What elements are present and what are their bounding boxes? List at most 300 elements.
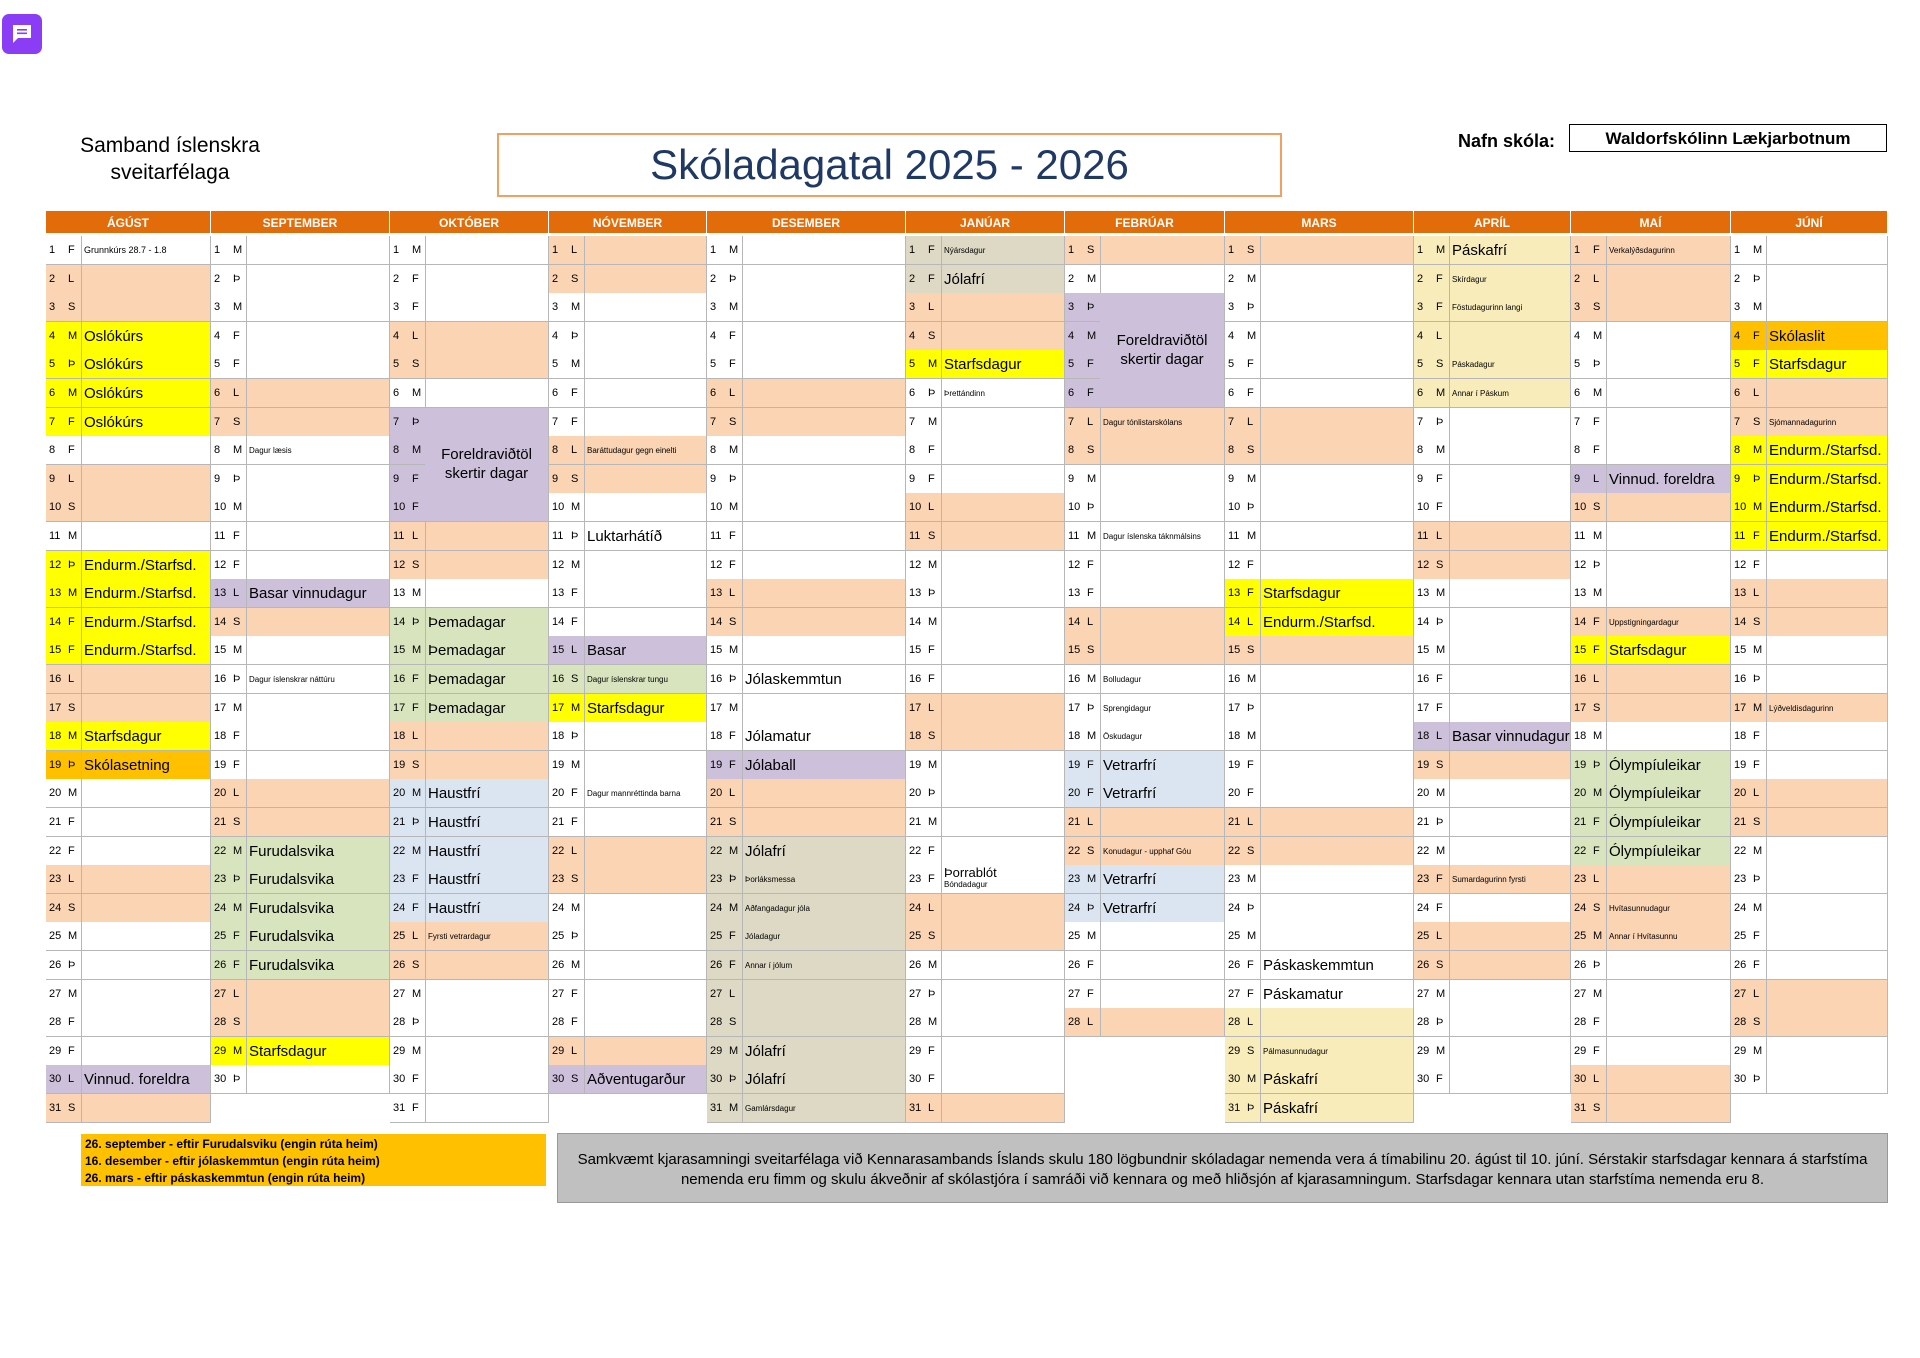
- day-row: [1414, 894, 1571, 923]
- day-row: [211, 436, 390, 465]
- day-event: [425, 1008, 549, 1036]
- day-row: [707, 894, 906, 923]
- day-event: [584, 751, 707, 779]
- weekday-letter: M: [729, 1044, 739, 1057]
- weekday-letter: S: [1593, 701, 1601, 714]
- day-row: [46, 493, 211, 522]
- day-row: [46, 408, 211, 437]
- day-number: 20: [1228, 787, 1241, 800]
- weekday-letter: L: [233, 987, 240, 1000]
- weekday-letter: Þ: [1753, 673, 1761, 685]
- weekday-letter: F: [1087, 959, 1094, 971]
- day-event: [584, 922, 707, 950]
- day-number: 14: [552, 615, 565, 628]
- day-event: Ólympíuleikar: [1606, 779, 1731, 807]
- weekday-letter: S: [68, 501, 76, 514]
- day-event: [742, 293, 906, 321]
- day-number: 8: [214, 444, 221, 457]
- day-number: 8: [1734, 444, 1741, 457]
- day-row: [707, 779, 906, 808]
- weekday-letter: M: [233, 501, 243, 514]
- day-row: [211, 608, 390, 637]
- day-event: Dagur íslenskrar náttúru: [246, 665, 390, 693]
- day-row: [1731, 265, 1888, 294]
- day-number: 27: [1068, 987, 1081, 1000]
- day-event: Jólafrí: [941, 265, 1065, 293]
- weekday-letter: L: [729, 587, 736, 600]
- weekday-letter: S: [412, 358, 420, 371]
- day-row: [1225, 1008, 1414, 1037]
- legend-box: [81, 1134, 546, 1186]
- day-number: 28: [552, 1016, 565, 1029]
- weekday-letter: M: [233, 244, 243, 256]
- weekday-letter: M: [571, 301, 581, 314]
- weekday-letter: F: [1087, 758, 1094, 771]
- weekday-letter: Þ: [1247, 501, 1255, 514]
- day-row: [1225, 779, 1414, 808]
- day-row: [707, 379, 906, 408]
- weekday-letter: Þ: [68, 358, 76, 371]
- day-number: 26: [1068, 959, 1081, 971]
- weekday-letter: Þ: [1087, 501, 1095, 514]
- day-number: 30: [1417, 1073, 1430, 1086]
- day-event: [584, 608, 707, 636]
- day-number: 30: [552, 1073, 565, 1086]
- day-row: [1225, 293, 1414, 322]
- day-number: 30: [710, 1073, 723, 1086]
- weekday-letter: Þ: [1593, 959, 1601, 971]
- day-number: 12: [552, 558, 565, 571]
- weekday-letter: S: [928, 329, 936, 342]
- day-event: [425, 322, 549, 350]
- day-number: 20: [552, 787, 565, 800]
- weekday-letter: M: [729, 244, 739, 256]
- day-event: [1449, 665, 1571, 693]
- day-number: 4: [909, 329, 916, 342]
- day-event: Endurm./Starfsd.: [81, 579, 211, 607]
- day-number: 14: [393, 615, 406, 628]
- day-row: [707, 408, 906, 437]
- day-row: [1571, 779, 1731, 808]
- day-number: 8: [909, 444, 916, 457]
- day-event: [941, 465, 1065, 493]
- day-event: Þemadagar: [425, 608, 549, 636]
- weekday-letter: M: [1753, 301, 1763, 314]
- day-row: [906, 465, 1065, 494]
- day-row: [906, 1065, 1065, 1094]
- weekday-letter: L: [1247, 415, 1254, 428]
- weekday-letter: Þ: [1087, 901, 1095, 914]
- weekday-letter: M: [1247, 472, 1257, 485]
- weekday-letter: F: [928, 272, 935, 285]
- day-event: Dagur tónlistarskólans: [1100, 408, 1225, 436]
- day-row: [211, 293, 390, 322]
- day-event: [1260, 436, 1414, 464]
- day-number: 5: [49, 358, 56, 371]
- day-row: [1065, 922, 1225, 951]
- day-row: [707, 980, 906, 1009]
- day-number: 20: [710, 787, 723, 800]
- day-number: 20: [909, 787, 922, 800]
- day-number: 4: [1734, 329, 1741, 342]
- weekday-letter: S: [412, 959, 420, 971]
- day-event: [742, 265, 906, 293]
- day-number: 25: [393, 930, 406, 943]
- day-number: 16: [1228, 673, 1241, 685]
- weekday-letter: M: [729, 844, 739, 857]
- day-number: 9: [393, 472, 400, 485]
- day-row: [1414, 493, 1571, 522]
- day-event: [1260, 837, 1414, 865]
- weekday-letter: F: [233, 558, 240, 571]
- day-row: [390, 322, 549, 351]
- day-number: 29: [552, 1044, 565, 1057]
- day-number: 29: [1734, 1044, 1747, 1057]
- day-event: [425, 980, 549, 1008]
- day-event: Endurm./Starfsd.: [81, 636, 211, 664]
- weekday-letter: S: [729, 415, 737, 428]
- day-number: 25: [552, 930, 565, 943]
- day-event: Haustfrí: [425, 865, 549, 893]
- day-row: [906, 751, 1065, 780]
- day-event: Starfsdagur: [584, 694, 707, 722]
- chat-icon[interactable]: [2, 14, 42, 54]
- day-row: [46, 236, 211, 265]
- day-event: [1766, 922, 1888, 950]
- day-event: [1449, 1037, 1571, 1065]
- weekday-letter: M: [1436, 987, 1446, 1000]
- weekday-letter: M: [571, 901, 581, 914]
- weekday-letter: L: [68, 873, 75, 886]
- day-event: Föstudagurinn langi: [1449, 293, 1571, 321]
- day-event: [584, 408, 707, 436]
- day-event: [425, 551, 549, 579]
- day-number: 17: [1574, 701, 1587, 714]
- weekday-letter: F: [1087, 358, 1094, 371]
- day-number: 29: [1574, 1044, 1587, 1057]
- day-number: 6: [1068, 387, 1075, 399]
- day-row: [1571, 1008, 1731, 1037]
- weekday-letter: M: [1087, 930, 1097, 943]
- day-number: 2: [1574, 272, 1581, 285]
- day-row: [211, 408, 390, 437]
- day-row: [46, 636, 211, 665]
- day-row: [390, 980, 549, 1009]
- day-row: [549, 465, 707, 494]
- day-number: 19: [1228, 758, 1241, 771]
- day-row: [1225, 265, 1414, 294]
- weekday-letter: Þ: [928, 787, 936, 800]
- day-event: [246, 350, 390, 378]
- day-event: [1606, 579, 1731, 607]
- day-row: [1065, 236, 1225, 265]
- day-row: [211, 1008, 390, 1037]
- day-number: 20: [1574, 787, 1587, 800]
- day-row: [211, 751, 390, 780]
- day-number: 7: [214, 415, 221, 428]
- day-event: Jólafrí: [742, 1065, 906, 1093]
- weekday-letter: L: [1753, 787, 1760, 800]
- weekday-letter: S: [1753, 415, 1761, 428]
- day-event: [941, 436, 1065, 464]
- weekday-letter: F: [1753, 959, 1760, 971]
- day-event: [1260, 751, 1414, 779]
- day-number: 8: [710, 444, 717, 457]
- weekday-letter: M: [233, 644, 243, 657]
- day-event: [1449, 894, 1571, 922]
- day-number: 7: [1734, 415, 1741, 428]
- weekday-letter: Þ: [1247, 701, 1255, 714]
- day-event: [742, 465, 906, 493]
- weekday-letter: M: [68, 787, 78, 800]
- weekday-letter: F: [729, 730, 736, 743]
- weekday-letter: M: [233, 701, 243, 714]
- day-number: 25: [214, 930, 227, 943]
- weekday-letter: M: [412, 387, 422, 399]
- day-row: [1731, 293, 1888, 322]
- day-number: 14: [49, 615, 62, 628]
- weekday-letter: F: [412, 701, 419, 714]
- weekday-letter: Þ: [571, 530, 579, 542]
- weekday-letter: M: [1593, 530, 1603, 542]
- school-name-field[interactable]: Waldorfskólinn Lækjarbotnum: [1569, 124, 1887, 152]
- day-event: [941, 293, 1065, 321]
- day-event: [584, 350, 707, 378]
- weekday-letter: F: [68, 844, 75, 857]
- month-header: OKTÓBER: [390, 211, 548, 233]
- day-number: 19: [1734, 758, 1747, 771]
- day-number: 24: [710, 901, 723, 914]
- day-event: Ólympíuleikar: [1606, 837, 1731, 865]
- day-row: [1065, 465, 1225, 494]
- day-row: [1731, 922, 1888, 951]
- day-row: [390, 722, 549, 751]
- day-event: [1100, 551, 1225, 579]
- weekday-letter: F: [571, 1016, 578, 1029]
- weekday-letter: Þ: [68, 558, 76, 571]
- day-event: [1606, 350, 1731, 378]
- day-row: [707, 322, 906, 351]
- weekday-letter: M: [928, 816, 938, 828]
- day-number: 18: [552, 730, 565, 743]
- weekday-letter: L: [1087, 1016, 1094, 1029]
- weekday-letter: S: [928, 930, 936, 943]
- day-number: 15: [710, 644, 723, 657]
- day-number: 4: [1228, 329, 1235, 342]
- weekday-letter: S: [1247, 244, 1255, 256]
- day-row: [390, 579, 549, 608]
- day-event: [742, 522, 906, 550]
- weekday-letter: M: [68, 587, 78, 600]
- day-number: 10: [1068, 501, 1081, 514]
- weekday-letter: L: [928, 501, 935, 514]
- day-event: [1449, 322, 1571, 350]
- day-event: Skírdagur: [1449, 265, 1571, 293]
- day-event: [941, 1065, 1065, 1093]
- day-row: [46, 265, 211, 294]
- day-event: Endurm./Starfsd.: [1766, 522, 1888, 550]
- legend-item: 16. desember - eftir jólaskemmtun (engin rúta heim): [85, 1154, 380, 1168]
- day-number: 15: [1417, 644, 1430, 657]
- day-number: 10: [393, 501, 406, 514]
- day-row: [1225, 350, 1414, 379]
- day-number: 21: [909, 816, 922, 828]
- day-row: [46, 865, 211, 894]
- day-row: [1065, 808, 1225, 837]
- day-row: [1731, 694, 1888, 723]
- weekday-letter: M: [928, 615, 938, 628]
- weekday-letter: F: [1753, 558, 1760, 571]
- day-event: [425, 236, 549, 264]
- weekday-letter: Þ: [928, 587, 936, 600]
- day-event: [425, 293, 549, 321]
- day-event: [1766, 1065, 1888, 1093]
- day-row: [1571, 522, 1731, 551]
- weekday-letter: Þ: [233, 673, 241, 685]
- day-number: 23: [552, 873, 565, 886]
- day-row: [1065, 608, 1225, 637]
- day-event: [742, 579, 906, 607]
- day-number: 20: [1068, 787, 1081, 800]
- day-event: Uppstigningardagur: [1606, 608, 1731, 636]
- day-row: [1414, 1037, 1571, 1066]
- day-event: [1449, 694, 1571, 722]
- day-number: 18: [1417, 730, 1430, 743]
- day-number: 25: [710, 930, 723, 943]
- day-event: Furudalsvika: [246, 922, 390, 950]
- day-number: 1: [710, 244, 717, 256]
- day-row: [390, 236, 549, 265]
- weekday-letter: F: [1436, 301, 1443, 314]
- day-event: Bolludagur: [1100, 665, 1225, 693]
- day-event: [1766, 265, 1888, 293]
- day-row: [1225, 665, 1414, 694]
- day-number: 23: [909, 873, 922, 886]
- day-row: [1065, 493, 1225, 522]
- weekday-letter: Þ: [729, 272, 737, 285]
- day-event: [1100, 579, 1225, 607]
- day-event: Endurm./Starfsd.: [81, 608, 211, 636]
- day-number: 14: [1417, 615, 1430, 628]
- day-row: [390, 1008, 549, 1037]
- weekday-letter: F: [571, 587, 578, 600]
- day-number: 15: [1228, 644, 1241, 657]
- weekday-letter: M: [412, 844, 422, 857]
- day-event: Oslókúrs: [81, 350, 211, 378]
- day-row: [1571, 665, 1731, 694]
- weekday-letter: Þ: [412, 615, 420, 628]
- day-row: [1225, 865, 1414, 894]
- day-row: [707, 1065, 906, 1094]
- day-row: [1571, 894, 1731, 923]
- day-row: [1225, 379, 1414, 408]
- day-event: [1606, 436, 1731, 464]
- day-row: [1065, 522, 1225, 551]
- day-number: 1: [214, 244, 221, 256]
- weekday-letter: F: [928, 444, 935, 457]
- day-row: [46, 322, 211, 351]
- weekday-letter: M: [233, 901, 243, 914]
- weekday-letter: M: [1436, 844, 1446, 857]
- weekday-letter: S: [928, 530, 936, 542]
- weekday-letter: S: [68, 1102, 76, 1114]
- day-number: 17: [393, 701, 406, 714]
- day-row: [1225, 636, 1414, 665]
- day-row: [46, 751, 211, 780]
- day-event: [742, 236, 906, 264]
- weekday-letter: Þ: [1087, 701, 1095, 714]
- day-row: [211, 522, 390, 551]
- day-row: [211, 665, 390, 694]
- day-number: 27: [214, 987, 227, 1000]
- day-number: 5: [1734, 358, 1741, 371]
- day-event: [1766, 894, 1888, 922]
- day-event: [941, 722, 1065, 750]
- weekday-letter: F: [571, 987, 578, 1000]
- day-row: [46, 779, 211, 808]
- weekday-letter: Þ: [233, 1073, 241, 1086]
- day-event: [941, 894, 1065, 922]
- day-row: [1731, 408, 1888, 437]
- day-number: 25: [1734, 930, 1747, 943]
- day-row: [1225, 493, 1414, 522]
- weekday-letter: F: [928, 472, 935, 485]
- weekday-letter: L: [1593, 272, 1600, 285]
- day-number: 23: [1417, 873, 1430, 886]
- weekday-letter: F: [1087, 387, 1094, 399]
- day-number: 9: [1417, 472, 1424, 485]
- day-number: 22: [1228, 844, 1241, 857]
- day-row: [1571, 636, 1731, 665]
- weekday-letter: M: [928, 558, 938, 571]
- day-number: 21: [1734, 816, 1747, 828]
- day-event: Skólasetning: [81, 751, 211, 779]
- day-row: [1414, 1008, 1571, 1037]
- day-number: 28: [1734, 1016, 1747, 1029]
- day-event: [81, 265, 211, 293]
- weekday-letter: F: [1753, 329, 1760, 342]
- weekday-letter: S: [1436, 959, 1444, 971]
- day-event: [584, 894, 707, 922]
- day-row: [390, 379, 549, 408]
- weekday-letter: F: [1247, 787, 1254, 800]
- day-row: [1731, 751, 1888, 780]
- day-row: [707, 751, 906, 780]
- day-row: [707, 837, 906, 866]
- day-number: 17: [1068, 701, 1081, 714]
- day-event: Furudalsvika: [246, 894, 390, 922]
- day-row: [1571, 408, 1731, 437]
- weekday-letter: Þ: [928, 387, 936, 399]
- weekday-letter: F: [1436, 673, 1443, 685]
- day-event: [1260, 493, 1414, 521]
- day-number: 21: [552, 816, 565, 828]
- day-event: Pálmasunnudagur: [1260, 1037, 1414, 1065]
- day-event: Ólympíuleikar: [1606, 808, 1731, 836]
- day-row: [211, 894, 390, 923]
- day-number: 26: [1228, 959, 1241, 971]
- day-number: 21: [1574, 816, 1587, 828]
- day-event: Oslókúrs: [81, 322, 211, 350]
- day-number: 3: [909, 301, 916, 314]
- day-row: [707, 636, 906, 665]
- day-row: [707, 1008, 906, 1037]
- day-event: [1449, 636, 1571, 664]
- day-row: [1414, 922, 1571, 951]
- day-row: [390, 608, 549, 637]
- day-number: 4: [1068, 329, 1075, 342]
- day-event: [81, 779, 211, 807]
